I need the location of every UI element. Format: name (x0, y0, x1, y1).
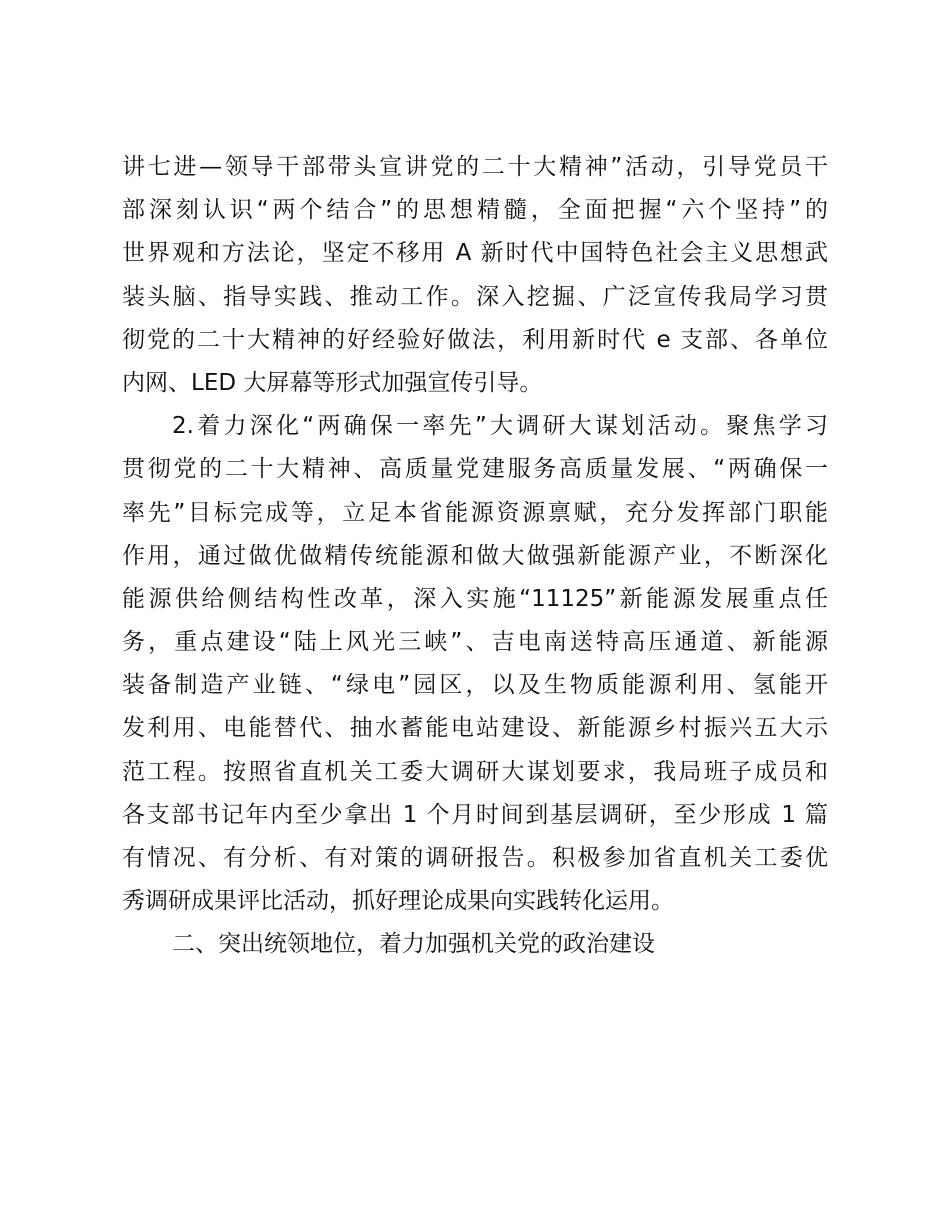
paragraph-line: 率先”目标完成等，立足本省能源资源禀赋，充分发挥部门职能 (122, 499, 828, 526)
paragraph-line: 各支部书记年内至少拿出 1 个月时间到基层调研，至少形成 1 篇 (122, 801, 828, 828)
paragraph-line: 作用，通过做优做精传统能源和做大做强新能源产业，不断深化 (122, 542, 828, 569)
paragraph-line: 装备制造产业链、“绿电”园区，以及生物质能源利用、氢能开 (122, 672, 828, 699)
paragraph-line: 范工程。按照省直机关工委大调研大谋划要求，我局班子成员和 (122, 758, 828, 785)
paragraph-line: 讲七进—领导干部带头宣讲党的二十大精神”活动，引导党员干 (122, 154, 828, 180)
paragraph-line: 装头脑、指导实践、推动工作。深入挖掘、广泛宣传我局学习贯 (122, 283, 828, 310)
paragraph-line: 务，重点建设“陆上风光三峡”、吉电南送特高压通道、新能源 (122, 629, 828, 656)
document-body (122, 146, 828, 967)
paragraph-line: 能源供给侧结构性改革，深入实施“11125”新能源发展重点任 (122, 585, 828, 612)
paragraph-line: 部深刻认识“两个结合”的思想精髓，全面把握“六个坚持”的 (122, 197, 828, 224)
section-heading: 二、突出统领地位，着力加强机关党的政治建设 (172, 931, 655, 958)
paragraph-line: 贯彻党的二十大精神、高质量党建服务高质量发展、“两确保一 (122, 456, 828, 483)
paragraph-line: 彻党的二十大精神的好经验好做法，利用新时代 e 支部、各单位 (122, 326, 828, 353)
paragraph-line: 有情况、有分析、有对策的调研报告。积极参加省直机关工委优 (122, 845, 828, 871)
paragraph-line: 世界观和方法论，坚定不移用 A 新时代中国特色社会主义思想武 (122, 240, 828, 267)
paragraph-line: 发利用、电能替代、抽水蓄能电站建设、新能源乡村振兴五大示 (122, 715, 828, 742)
paragraph-line: 内网、LED 大屏幕等形式加强宣传引导。 (122, 369, 543, 396)
paragraph-line: 2.着力深化“两确保一率先”大调研大谋划活动。聚焦学习 (172, 413, 828, 440)
paragraph-line: 秀调研成果评比活动，抓好理论成果向实践转化运用。 (122, 888, 674, 915)
